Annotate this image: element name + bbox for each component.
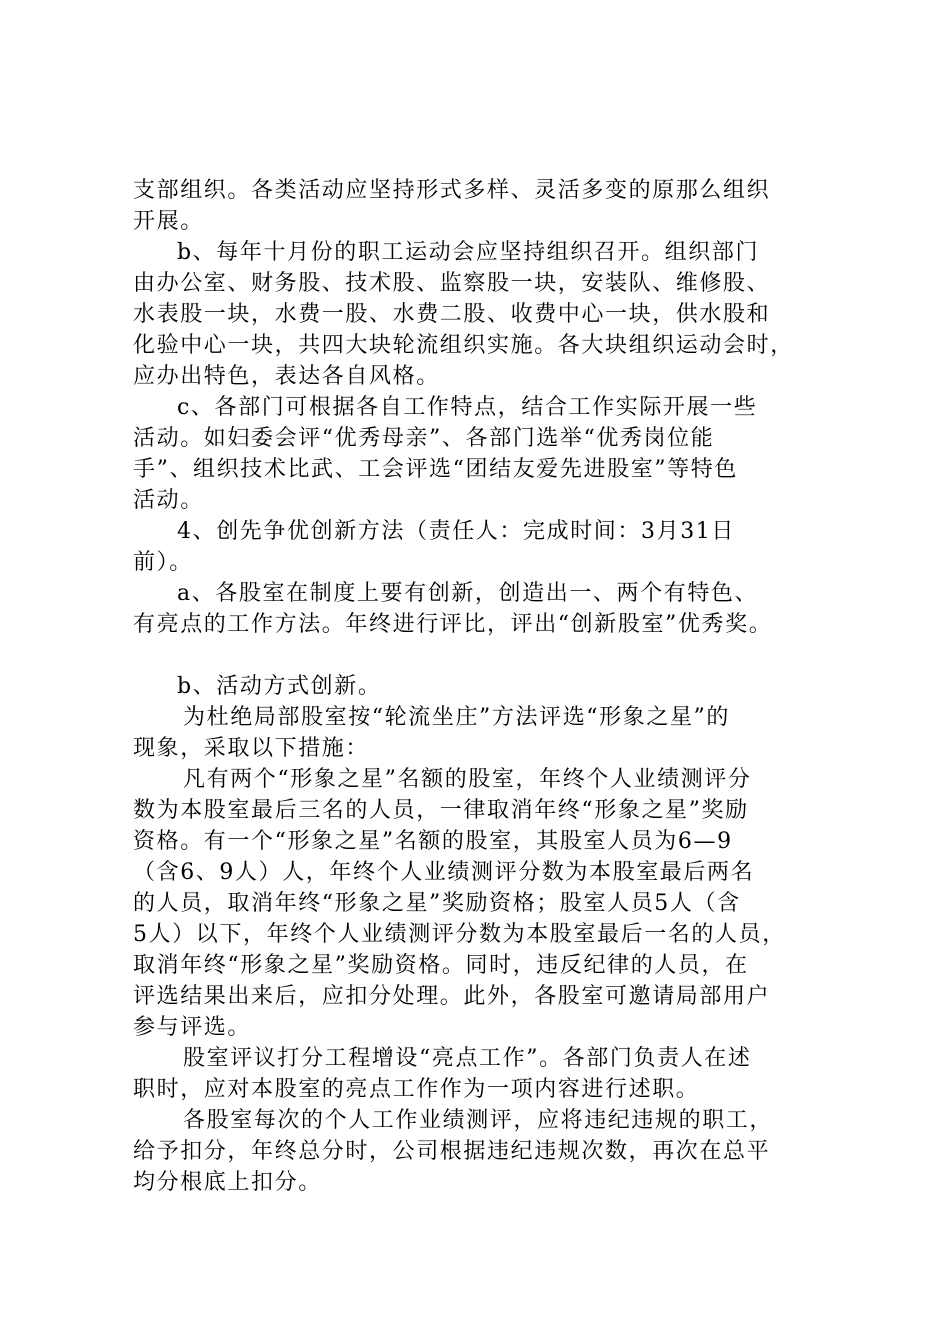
text-line: b、活动方式创新。: [177, 674, 382, 699]
text-line: 凡有两个“形象之星”名额的股室，年终个人业绩测评分: [183, 767, 752, 792]
text-line: 均分根底上扣分。: [133, 1170, 322, 1195]
text-line: 现象，采取以下措施：: [133, 736, 370, 761]
text-line: 资格。有一个“形象之星”名额的股室，其股室人员为6—9: [133, 829, 733, 854]
text-line: 各股室每次的个人工作业绩测评，应将违纪违规的职工，: [183, 1108, 774, 1133]
document-body: [133, 175, 833, 1198]
text-line: 支部组织。各类活动应坚持形式多样、灵活多变的原那么组织: [133, 178, 771, 203]
text-line: 职时，应对本股室的亮点工作作为一项内容进行述职。: [133, 1077, 700, 1102]
text-line: 活动。: [133, 488, 204, 513]
text-line: 股室评议打分工程增设“亮点工作”。各部门负责人在述: [183, 1046, 752, 1071]
text-line: 水表股一块，水费一股、水费二股、收费中心一块，供水股和: [133, 302, 771, 327]
text-line: b、每年十月份的职工运动会应坚持组织召开。组织部门: [177, 240, 760, 265]
text-line: 由办公室、财务股、技术股、监察股一块，安装队、维修股、: [133, 271, 771, 296]
text-line: 开展。: [133, 209, 204, 234]
text-line: 应办出特色，表达各自风格。: [133, 364, 440, 389]
text-line: 有亮点的工作方法。年终进行评比，评出“创新股室”优秀奖。: [133, 612, 773, 637]
text-line: 为杜绝局部股室按“轮流坐庄”方法评选“形象之星”的: [183, 705, 730, 730]
text-line: 给予扣分，年终总分时，公司根据违纪违规次数，再次在总平: [133, 1139, 771, 1164]
text-line: 前）。: [133, 550, 193, 575]
text-line: 4、创先争优创新方法（责任人：完成时间：3月31日: [177, 519, 735, 544]
text-line: 取消年终“形象之星”奖励资格。同时，违反纪律的人员，在: [133, 953, 749, 978]
text-line: a、各股室在制度上要有创新，创造出一、两个有特色、: [177, 581, 759, 606]
text-line: 的人员，取消年终“形象之星”奖励资格；股室人员5人（含: [133, 891, 741, 916]
text-line: 参与评选。: [133, 1015, 252, 1040]
text-line: 活动。如妇委会评“优秀母亲”、各部门选举“优秀岗位能: [133, 426, 715, 451]
text-line: c、各部门可根据各自工作特点，结合工作实际开展一些: [177, 395, 758, 420]
text-line: （含6、9人）人，年终个人业绩测评分数为本股室最后两名: [133, 860, 755, 885]
text-line: 评选结果出来后，应扣分处理。此外，各股室可邀请局部用户: [133, 984, 771, 1009]
text-line: 5人）以下，年终个人业绩测评分数为本股室最后一名的人员，: [133, 922, 786, 947]
blank-line: [133, 640, 833, 671]
text-line: 数为本股室最后三名的人员，一律取消年终“形象之星”奖励: [133, 798, 749, 823]
text-line: 化验中心一块，共四大块轮流组织实施。各大块组织运动会时，: [133, 333, 794, 358]
text-line: 手”、组织技术比武、工会评选“团结友爱先进股室”等特色: [133, 457, 738, 482]
